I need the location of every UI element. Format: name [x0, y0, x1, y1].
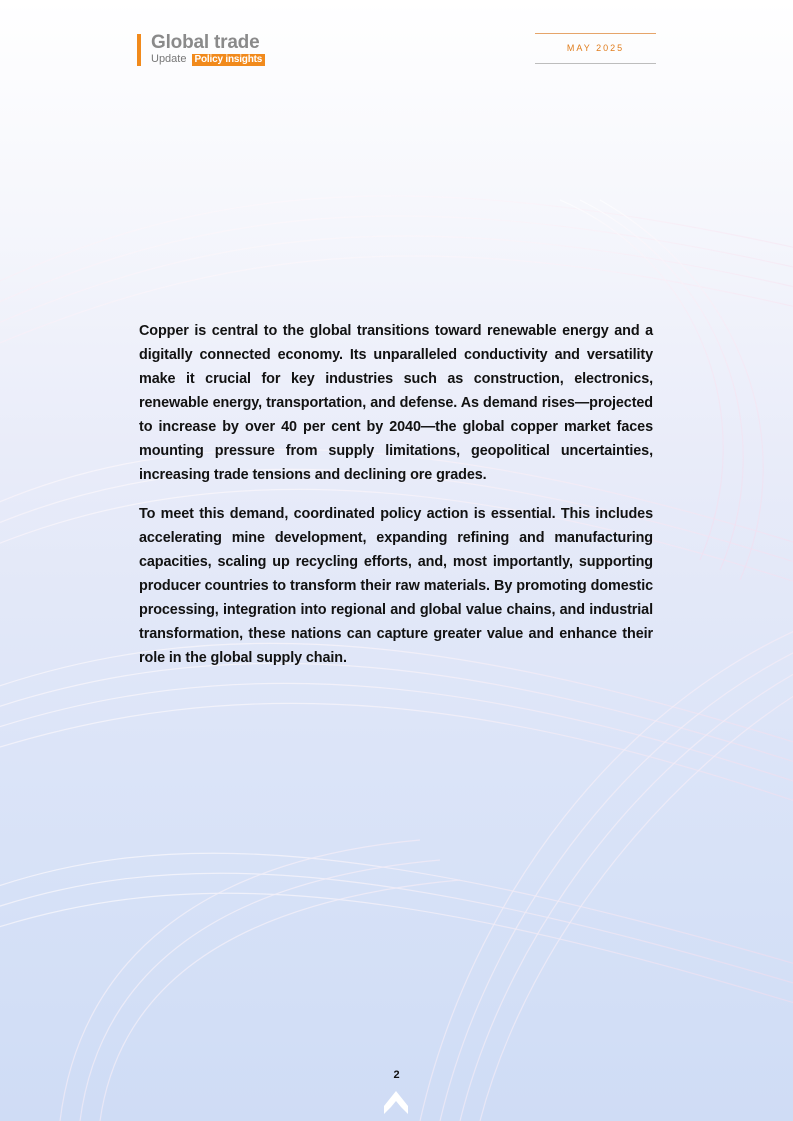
publication-date: MAY 2025 [566, 43, 625, 53]
paragraph-1: Copper is central to the global transitions toward renewable energy and a digitally connected economy. Its unparalleled conductivity and versatility make it crucial for key industries such as construction, electronics, renewable energy, transportation, and defense. As demand rises—projected to increase by over 40 per cent by 2040—the global copper market faces mounting pressure from supply limitations, geopolitical uncertainties, increasing trade tensions and declining ore grades. [139, 323, 653, 483]
paragraph-2: To meet this demand, coordinated policy action is essential. This includes accelerating mine development, expanding refining and manufacturing capacities, scaling up recycling efforts, and, most importantly, supporting producer countries to transform their raw materials. By promoting domestic processing, integration into regional and global value chains, and industrial transformation, these nations can capture greater value and enhance their role in the global supply chain. [139, 506, 653, 666]
page-number: 2 [393, 1069, 400, 1081]
date-block [535, 33, 656, 64]
logo-subtitle-row [151, 53, 265, 66]
logo-title: Global trade [151, 32, 260, 53]
report-logo [137, 34, 265, 66]
body-text [139, 319, 653, 685]
logo-badge: Policy insights [192, 54, 266, 66]
arrow-up-icon[interactable] [383, 1089, 409, 1115]
logo-subtitle: Update [151, 53, 187, 65]
